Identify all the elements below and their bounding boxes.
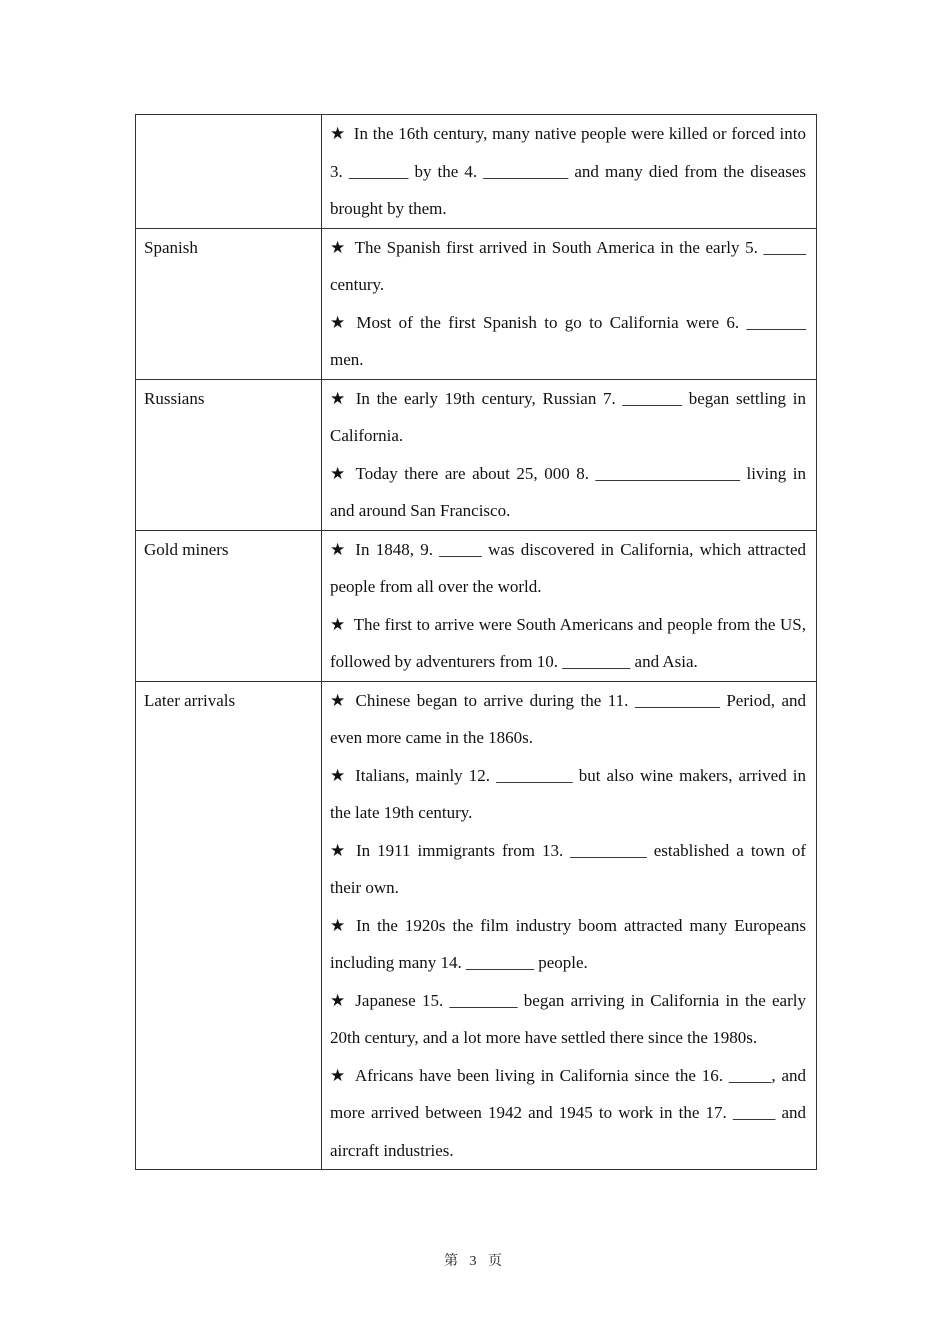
- star-icon: ★: [330, 840, 348, 860]
- row-content: [322, 115, 817, 229]
- star-icon: ★: [330, 765, 348, 785]
- star-icon: ★: [330, 124, 346, 143]
- list-item: ★ Most of the first Spanish to go to California were 6. _______ men.: [330, 312, 806, 369]
- list-item: ★ In the early 19th century, Russian 7. _______ began settling in California.: [330, 388, 806, 445]
- list-item: ★ In 1911 immigrants from 13. _________ established a town of their own.: [330, 840, 806, 897]
- worksheet-table: [135, 114, 817, 1170]
- table-row: [136, 115, 817, 229]
- row-label: Russians: [136, 379, 322, 530]
- row-label: Spanish: [136, 228, 322, 379]
- table-row: [136, 379, 817, 530]
- list-item: ★ In the 1920s the film industry boom attracted many Europeans including many 14. ________ people.: [330, 915, 806, 972]
- page-number: 第 3 页: [444, 1254, 506, 1269]
- row-content: [322, 379, 817, 530]
- list-item: ★ The Spanish first arrived in South America in the early 5. _____ century.: [330, 237, 806, 294]
- table-row: [136, 228, 817, 379]
- star-icon: ★: [330, 237, 347, 257]
- table-row: [136, 681, 817, 1170]
- list-item: ★ Japanese 15. ________ began arriving in California in the early 20th century, and a lot more have settled there since the 1980s.: [330, 990, 806, 1047]
- star-icon: ★: [330, 463, 348, 483]
- list-item: ★ Chinese began to arrive during the 11. __________ Period, and even more came in the 1860s.: [330, 690, 807, 747]
- row-label: Later arrivals: [136, 681, 322, 1170]
- list-item: ★ Today there are about 25, 000 8. _________________ living in and around San Francisco.: [330, 463, 806, 520]
- row-content: [322, 530, 817, 681]
- table-row: [136, 530, 817, 681]
- list-item: ★ The first to arrive were South Americans and people from the US, followed by adventurers from 10. ________ and Asia.: [330, 614, 807, 671]
- star-icon: ★: [330, 614, 346, 634]
- row-label: Gold miners: [136, 530, 322, 681]
- row-content: [322, 681, 817, 1170]
- list-item: ★ Italians, mainly 12. _________ but also wine makers, arrived in the late 19th century.: [330, 765, 807, 822]
- star-icon: ★: [330, 690, 348, 710]
- list-item: ★ In 1848, 9. _____ was discovered in California, which attracted people from all over the world.: [330, 539, 806, 596]
- star-icon: ★: [330, 915, 348, 935]
- star-icon: ★: [330, 388, 348, 408]
- star-icon: ★: [330, 312, 349, 332]
- row-label: [136, 115, 322, 229]
- row-content: [322, 228, 817, 379]
- star-icon: ★: [330, 1065, 347, 1085]
- star-icon: ★: [330, 539, 348, 559]
- list-item: ★ Africans have been living in California since the 16. _____, and more arrived between 1942 and 1945 to work in the 17. _____ and aircraft industries.: [330, 1065, 806, 1160]
- list-item: ★ In the 16th century, many native people were killed or forced into 3. _______ by the 4. __________ and many died from the diseases brought by them.: [330, 124, 806, 218]
- star-icon: ★: [330, 990, 348, 1010]
